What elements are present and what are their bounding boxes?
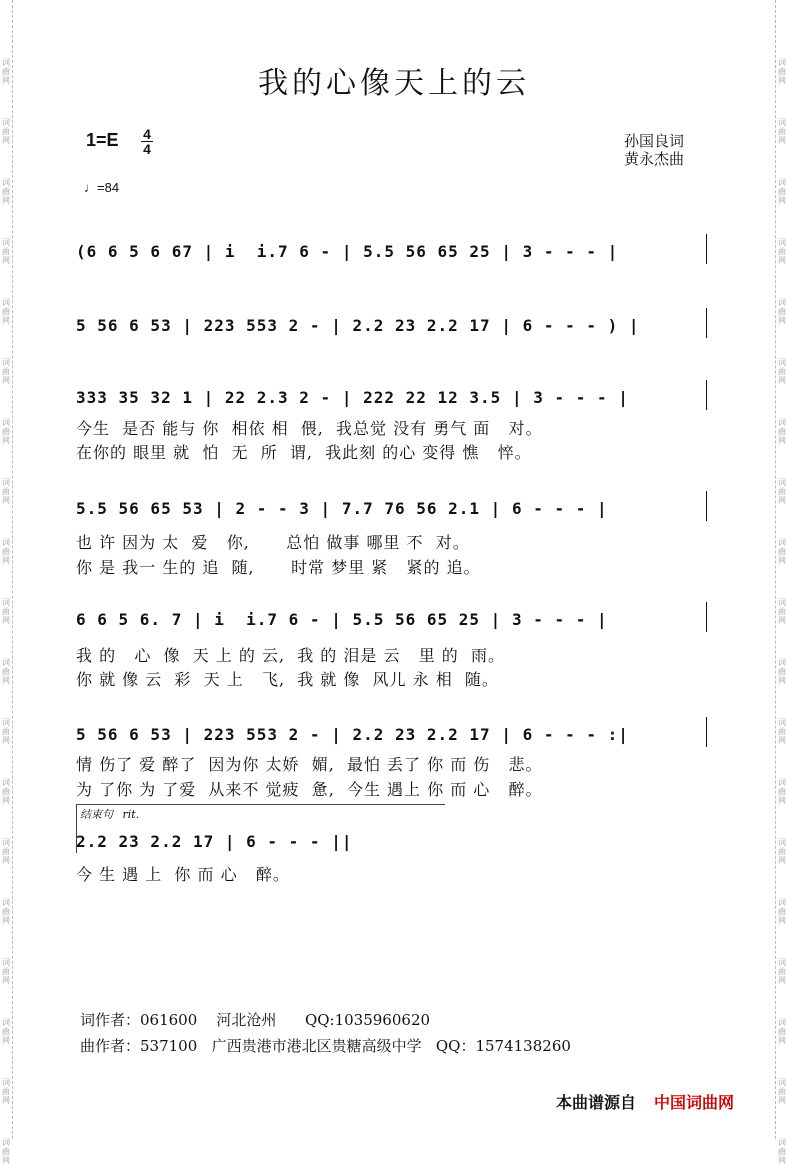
watermark-glyphs: 词 曲 网 bbox=[778, 58, 786, 85]
source-site-link[interactable]: 中国词曲网 bbox=[654, 1095, 735, 1112]
lyricist-info: 词作者：061600 河北沧州 QQ:1035960620 bbox=[80, 1011, 431, 1029]
watermark-glyphs: 词 曲 网 bbox=[2, 418, 10, 445]
watermark-glyphs: 词 曲 网 bbox=[2, 298, 10, 325]
watermark-glyphs: 词 曲 网 bbox=[778, 1078, 786, 1105]
watermark-glyphs: 词 曲 网 bbox=[2, 778, 10, 805]
song-title: 我的心像天上的云 bbox=[258, 66, 530, 101]
watermark-glyphs: 词 曲 网 bbox=[778, 1138, 786, 1165]
barline bbox=[706, 234, 707, 264]
watermark-glyphs: 词 曲 网 bbox=[778, 478, 786, 505]
watermark-glyphs: 词 曲 网 bbox=[2, 478, 10, 505]
watermark-glyphs: 词 曲 网 bbox=[2, 838, 10, 865]
score-line-3: 333 35 32 1 | 22 2.3 2 - | 222 22 12 3.5 | 3 - - - | bbox=[76, 388, 629, 407]
watermark-glyphs: 词 曲 网 bbox=[2, 1078, 10, 1105]
watermark-glyphs: 词 曲 网 bbox=[2, 58, 10, 85]
watermark-glyphs: 词 曲 网 bbox=[778, 538, 786, 565]
lyric-line: 为 了你 为 了爱 从来不 觉疲 惫, 今生 遇上 你 而 心 醉。 bbox=[76, 780, 543, 799]
watermark-glyphs: 词 曲 网 bbox=[778, 178, 786, 205]
tempo-marking: ♩=84 bbox=[84, 180, 120, 195]
watermark-glyphs: 词 曲 网 bbox=[778, 598, 786, 625]
ending-label: 结束句 rit. bbox=[80, 808, 140, 821]
watermark-glyphs: 词 曲 网 bbox=[778, 898, 786, 925]
score-line-1: (6 6 5 6 67 | i i.7 6 - | 5.5 56 65 25 | 3 - - - | bbox=[76, 242, 619, 261]
key-signature: 1=E bbox=[86, 130, 119, 150]
watermark-glyphs: 词 曲 网 bbox=[778, 238, 786, 265]
lyric-line: 你 是 我一 生的 追 随, 时常 梦里 紧 紧的 追。 bbox=[76, 558, 481, 577]
lyricist-credit: 孙国良词 bbox=[624, 132, 685, 150]
watermark-glyphs: 词 曲 网 bbox=[778, 358, 786, 385]
watermark-glyphs: 词 曲 网 bbox=[2, 1018, 10, 1045]
watermark-glyphs: 词 曲 网 bbox=[2, 1138, 10, 1165]
time-signature bbox=[141, 127, 153, 156]
watermark-glyphs: 词 曲 网 bbox=[2, 538, 10, 565]
watermark-glyphs: 词 曲 网 bbox=[778, 1018, 786, 1045]
watermark-glyphs: 词 曲 网 bbox=[778, 118, 786, 145]
watermark-glyphs: 词 曲 网 bbox=[2, 118, 10, 145]
barline bbox=[706, 380, 707, 410]
lyric-line: 今生 是否 能与 你 相依 相 偎, 我总觉 没有 勇气 面 对。 bbox=[76, 419, 543, 438]
score-line-6: 5 56 6 53 | 223 553 2 - | 2.2 23 2.2 17 | 6 - - - :| bbox=[76, 725, 629, 744]
source-attribution bbox=[556, 1090, 734, 1113]
time-signature-bottom: 4 bbox=[143, 141, 151, 157]
score-line-ending: 2.2 23 2.2 17 | 6 - - - || bbox=[76, 832, 353, 851]
lyric-line: 也 许 因为 太 爱 你, 总怕 做事 哪里 不 对。 bbox=[76, 533, 470, 552]
watermark-glyphs: 词 曲 网 bbox=[2, 358, 10, 385]
lyric-line: 我 的 心 像 天 上 的 云, 我 的 泪是 云 里 的 雨。 bbox=[76, 646, 505, 665]
watermark-glyphs: 词 曲 网 bbox=[2, 898, 10, 925]
source-label: 本曲谱源自 bbox=[556, 1095, 637, 1112]
composer-credit: 黄永杰曲 bbox=[624, 150, 685, 168]
composer-info: 曲作者：537100 广西贵港市港北区贵糖高级中学 QQ：1574138260 bbox=[80, 1037, 571, 1055]
time-signature-top: 4 bbox=[143, 126, 151, 142]
barline bbox=[706, 602, 707, 632]
watermark-glyphs: 词 曲 网 bbox=[778, 418, 786, 445]
watermark-glyphs: 词 曲 网 bbox=[2, 958, 10, 985]
watermark-glyphs: 词 曲 网 bbox=[778, 838, 786, 865]
watermark-glyphs: 词 曲 网 bbox=[778, 298, 786, 325]
final-barline bbox=[706, 717, 707, 747]
lyric-line: 情 伤了 爱 醉了 因为你 太娇 媚, 最怕 丢了 你 而 伤 悲。 bbox=[76, 755, 543, 774]
watermark-glyphs: 词 曲 网 bbox=[2, 658, 10, 685]
watermark-glyphs: 词 曲 网 bbox=[2, 238, 10, 265]
watermark-glyphs: 词 曲 网 bbox=[2, 718, 10, 745]
watermark-glyphs: 词 曲 网 bbox=[778, 718, 786, 745]
watermark-glyphs: 词 曲 网 bbox=[778, 778, 786, 805]
watermark-glyphs: 词 曲 网 bbox=[2, 178, 10, 205]
right-watermark-strip bbox=[775, 0, 788, 1165]
watermark-glyphs: 词 曲 网 bbox=[2, 598, 10, 625]
watermark-glyphs: 词 曲 网 bbox=[778, 658, 786, 685]
barline bbox=[706, 491, 707, 521]
left-watermark-strip bbox=[0, 0, 13, 1165]
score-line-2: 5 56 6 53 | 223 553 2 - | 2.2 23 2.2 17 | 6 - - - ) | bbox=[76, 316, 640, 335]
lyric-line: 你 就 像 云 彩 天 上 飞, 我 就 像 风儿 永 相 随。 bbox=[76, 670, 499, 689]
score-line-5: 6 6 5 6. 7 | i i.7 6 - | 5.5 56 65 25 | 3 - - - | bbox=[76, 610, 608, 629]
watermark-glyphs: 词 曲 网 bbox=[778, 958, 786, 985]
score-line-4: 5.5 56 65 53 | 2 - - 3 | 7.7 76 56 2.1 | 6 - - - | bbox=[76, 499, 608, 518]
lyric-line: 今 生 遇 上 你 而 心 醉。 bbox=[76, 865, 290, 884]
barline bbox=[706, 308, 707, 338]
lyric-line: 在你的 眼里 就 怕 无 所 谓, 我此刻 的心 变得 憔 悴。 bbox=[76, 443, 532, 462]
